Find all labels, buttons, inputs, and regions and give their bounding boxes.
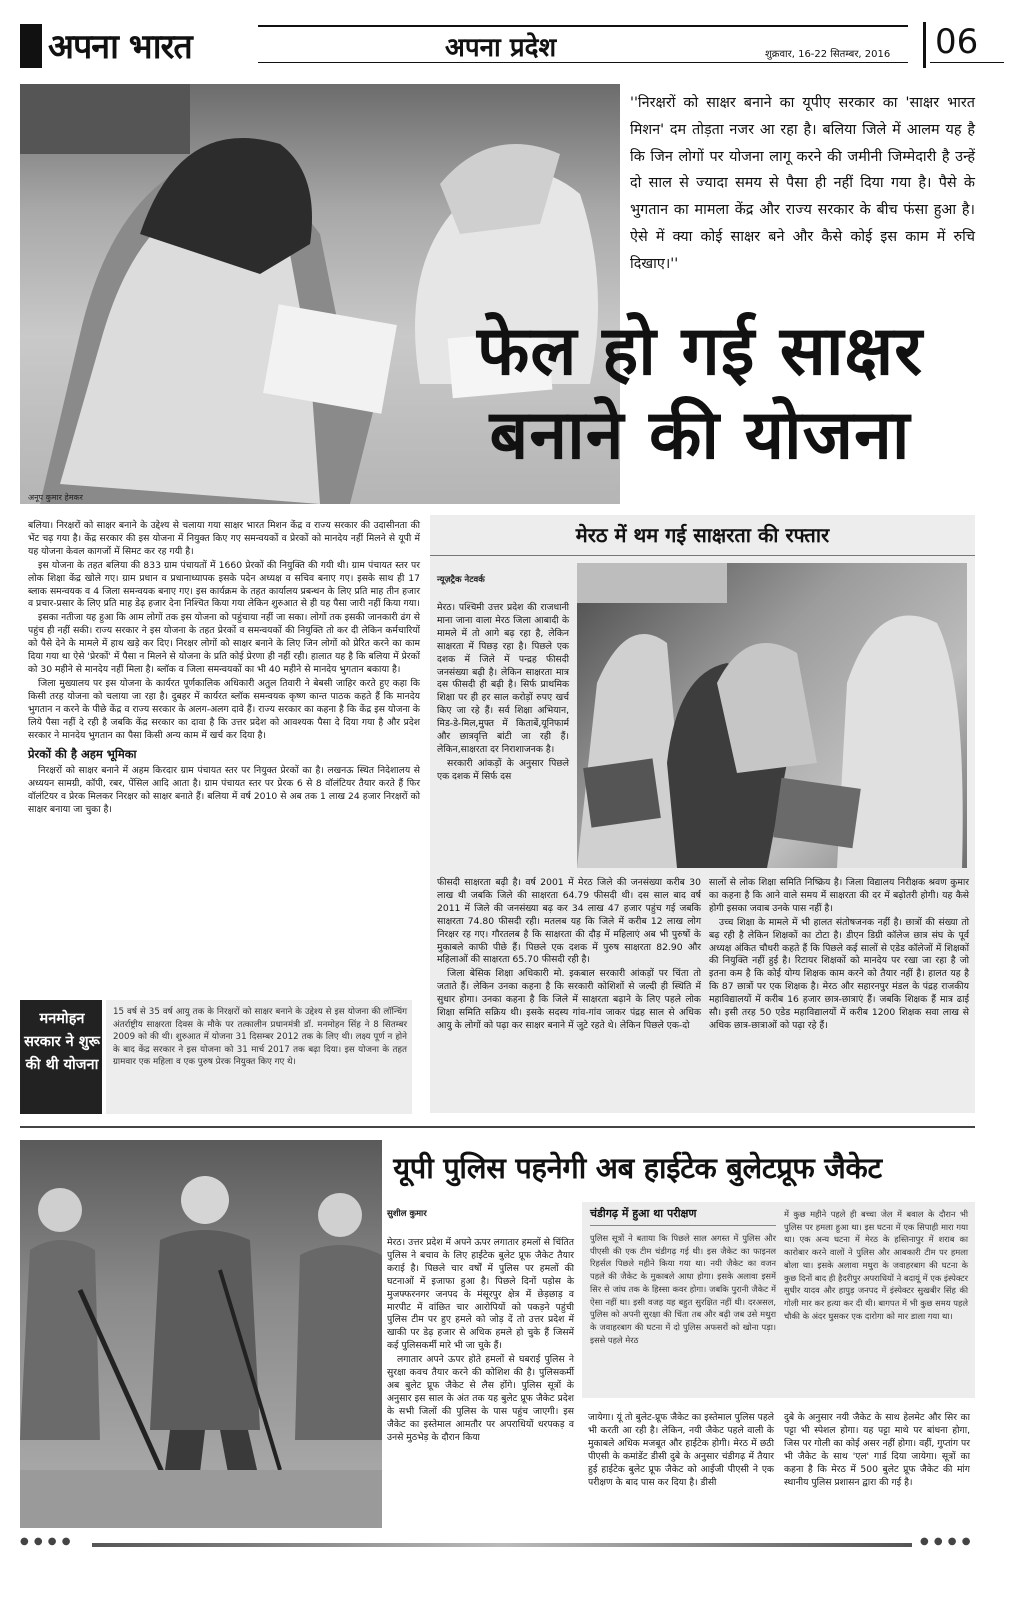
issue-date: शुक्रवार, 16-22 सितम्बर, 2016 bbox=[765, 49, 891, 60]
meerut-col3 bbox=[709, 877, 969, 1034]
headline-line-1: फेल हो गई साक्षर bbox=[476, 312, 924, 391]
masthead-rule bbox=[258, 25, 908, 27]
sidebar-text: 15 वर्ष से 35 वर्ष आयु तक के निरक्षरों को साक्षर बनाने के उद्देश्य से इस योजना की लॉन्चिंग अंतर्राष्ट्रीय साक्षरता दिवस के मौके पर तत्कालीन प्रधानमंत्री डॉ. मनमोहन सिंह ने 8 सितम्बर 2009 को की थी। शुरुआत में योजना 31 दिसम्बर 2012 तक के लिए थी। लक्ष्य पूर्ण न होने के बाद केंद्र सरकार ने इस योजना को 31 मार्च 2017 तक बढ़ा दिया। इस योजना के तहत ग्रामवार एक महिला व एक पुरुष प्रेरक नियुक्त किए गए थे। bbox=[113, 1007, 407, 1068]
meerut-col3b-text: उच्च शिक्षा के मामले में भी हालत संतोषजनक नहीं है। छात्रों की संख्या तो बढ़ रही है लेकिन शिक्षकों का टोटा है। डीएन डिग्री कॉलेज छात्र संघ के पूर्व अध्यक्ष अंकित चौधरी कहते हैं कि पिछले कई सालों से एडेड कॉलेजों में शिक्षकों की नियुक्ति नहीं हुई है। रिटायर शिक्षकों को मानदेय पर रखा जा रहा है जो इतना कम है कि कोई योग्य शिक्षक काम करने को तैयार नहीं है। हालत यह है कि 87 छात्रों पर एक शिक्षक है। मेरठ और सहारनपुर मंडल के पंद्रह राजकीय महाविद्यालयों में करीब 16 हजार छात्र-छात्राएं हैं। जबकि शिक्षक हैं मात्र ढाई सौ। इसी तरह 50 एडेड महाविद्यालयों में करीब 1200 शिक्षक सवा लाख से अधिक छात्र-छात्राओं को पढ़ा रहे हैं। bbox=[709, 916, 969, 1031]
page-number-divider bbox=[923, 22, 926, 68]
left-article bbox=[28, 520, 420, 818]
page-number-rule bbox=[930, 62, 1004, 63]
meerut-photo bbox=[577, 563, 967, 868]
meerut-byline: न्यूज़ट्रैक नेटवर्क bbox=[437, 575, 485, 585]
left-subhead: प्रेरकों की है अहम भूमिका bbox=[28, 747, 137, 762]
meerut-col1b-text: सरकारी आंकड़ों के अनुसार पिछले एक दशक में सिर्फ दस bbox=[437, 757, 569, 782]
headline-line-2: बनाने की योजना bbox=[489, 396, 911, 475]
police-byline: सुशील कुमार bbox=[387, 1209, 427, 1219]
police-col2: जायेगा। यूं तो बुलेट-प्रूफ जैकेट का इस्तेमाल पुलिस पहले भी करती आ रही है। लेकिन, नयी जैकेट पहले वाली के मुकाबले अधिक मजबूत और हाईटेक होगी। मेरठ में छठी पीएसी के कमांडेंट डीसी दुबे के अनुसार चंडीगढ़ में तैयार हुई हाईटेक बुलेट प्रूफ जैकेट को आईजी पीएसी ने एक परीक्षण के बाद पास कर दिया है। डीसी bbox=[588, 1412, 774, 1488]
meerut-col3-text: सालों से लोक शिक्षा समिति निष्क्रिय है। जिला विद्यालय निरीक्षक श्रवण कुमार का कहना है कि आने वाले समय में साक्षरता की दर में बढ़ोतरी होगी। यह कैसे होगी इसका जवाब उनके पास नहीं है। bbox=[709, 877, 969, 914]
left-para-5: निरक्षरों को साक्षर बनाने में अहम किरदार ग्राम पंचायत स्तर पर नियुक्त प्रेरकों का है। लखनऊ स्थित निदेशालय से अध्ययन सामग्री, कॉपी, रबर, पेंसिल आदि आता है। ग्राम पंचायत स्तर पर प्रेरक 6 से 8 वॉलंटियर तैयार करते हैं फिर वॉलंटियर व प्रेरक मिलकर निरक्षर को साक्षर बनाते हैं। बलिया में वर्ष 2010 से अब तक 1 लाख 24 हजार निरक्षरों को साक्षर बनाया जा चुका है। bbox=[28, 765, 420, 816]
police-photo bbox=[20, 1140, 382, 1528]
pull-quote: ''निरक्षरों को साक्षर बनाने का यूपीए सरकार का 'साक्षर भारत मिशन' दम तोड़ता नजर आ रहा है। बलिया जिले में आलम यह है कि जिन लोगों पर योजना लागू करने की जमीनी जिम्मेदारी है उन्हें दो साल से ज्यादा समय से पैसा ही नहीं दिया गया है। पैसे के भुगतान का मामला केंद्र और राज्य सरकार के बीच फंसा हुआ है। ऐसे में क्या कोई साक्षर बने और कैसे कोई इस काम में रुचि दिखाए।'' bbox=[630, 95, 975, 272]
meerut-wide-text: फीसदी साक्षरता बढ़ी है। वर्ष 2001 में मेरठ जिले की जनसंख्या करीब 30 लाख थी जबकि जिले की साक्षरता 64.79 फीसदी थी। दस साल बाद वर्ष 2011 में जिले की जनसंख्या बढ़ कर 34 लाख 47 हजार पहुंच गई जबकि साक्षरता 74.80 फीसदी रही। मतलब यह कि जिले में करीब 12 लाख लोग निरक्षर रह गए। गौरतलब है कि साक्षरता की दौड़ में महिलाएं अब भी पुरुषों के मुकाबले काफी पीछे हैं। पिछले एक दशक में पुरुष साक्षरता 82.90 और महिलाओं की साक्षरता 65.70 फीसदी रही है। bbox=[437, 877, 701, 966]
left-para-1: बलिया। निरक्षरों को साक्षर बनाने के उद्देश्य से चलाया गया साक्षर भारत मिशन केंद्र व राज्य सरकार की उदासीनता की भेंट चढ़ गया है। केंद्र सरकार की इस योजना में नियुक्त किए गए समन्वयकों व प्रेरकों को मानदेय नहीं मिलने से यूपी में यह योजना केवल कागजों में सिमट कर रह गयी है। bbox=[28, 520, 420, 557]
meerut-col1 bbox=[437, 602, 569, 785]
sidebar-box bbox=[20, 1000, 412, 1114]
masthead-rule-bottom bbox=[258, 62, 908, 63]
meerut-col1-text: मेरठ। पश्चिमी उत्तर प्रदेश की राजधानी माना जाना वाला मेरठ जिला आबादी के मामले में तो आगे बढ़ रहा है, लेकिन साक्षरता में पिछड़ रहा है। पिछले एक दशक में जिले में पन्द्रह फीसदी जनसंख्या बढ़ी है। लेकिन साक्षरता मात्र दस फीसदी ही बढ़ी है। सिर्फ प्राथमिक शिक्षा पर ही हर साल करोड़ों रुपए खर्च किए जा रहे हैं। सर्व शिक्षा अभियान, मिड-डे-मिल,मुफ्त में किताबें,यूनिफार्म और छात्रवृत्ति बांटी जा रही हैं। लेकिन,साक्षरता दर निराशाजनक है। bbox=[437, 602, 569, 755]
chandigarh-box-title: चंडीगढ़ में हुआ था परीक्षण bbox=[590, 1207, 697, 1220]
footer-right-dots: ● ● ● ● bbox=[920, 1536, 972, 1547]
footer-left-dots: ● ● ● ● bbox=[20, 1536, 72, 1547]
footer-rule bbox=[20, 1536, 1004, 1550]
meerut-headline: मेरठ में थम गई साक्षरता की रफ्तार bbox=[575, 523, 830, 547]
left-para-4: जिला मुख्यालय पर इस योजना के कार्यरत पूर्णकालिक अधिकारी अतुल तिवारी ने बेबसी जाहिर करते हुए कहा कि किसी तरह योजना को चलाया जा रहा है। दुबहर में कार्यरत ब्लॉक समन्वयक कृष्ण कान्त पाठक कहते हैं कि मानदेय भुगतान न करने के पीछे केंद्र व राज्य सरकार के अलग-अलग दावे हैं। राज्य सरकार का कहना है कि केंद्र इस योजना के लिये पैसा नहीं दे रही है जबकि केंद्र सरकार का दावा है कि उत्तर प्रदेश को आवश्यक पैसा दे दिया गया है और प्रदेश सरकार ने मानदेय भुगतान का पैसा किसी अन्य काम में खर्च कर दिया है। bbox=[28, 677, 420, 741]
masthead bbox=[20, 20, 1004, 72]
police-col1 bbox=[387, 1237, 574, 1446]
police-col1b-text: लगातार अपने ऊपर होते हमलों से घबराई पुलिस ने सुरक्षा कवच तैयार करने की कोशिश की है। पुलिसकर्मी अब बुलेट प्रूफ जैकेट से लैस होंगे। पुलिस सूत्रों के अनुसार इस साल के अंत तक यह बुलेट प्रूफ जैकेट प्रदेश के सभी जिलों की पुलिस के पास पहुंच जाएगी। इस जैकेट का इस्तेमाल आमतौर पर अपराधियों धरपकड़ व उनसे मुठभेड़ के दौरान किया bbox=[387, 1354, 574, 1443]
chandigarh-box-title-rule bbox=[590, 1225, 776, 1226]
police-col1-text: मेरठ। उत्तर प्रदेश में अपने ऊपर लगातार हमलों से चिंतित पुलिस ने बचाव के लिए हाईटेक बुलेट प्रूफ जैकेट तैयार कराई है। पिछले चार वर्षों में पुलिस पर हमलों की घटनाओं में इजाफा हुआ है। पिछले दिनों पड़ोस के मुजफ्फरनगर जनपद के मंसूरपुर क्षेत्र में छेड़छाड़ व मारपीट में वांछित चार आरोपियों को पकड़ने पहुंची पुलिस टीम पर हुए हमले को जोड़ दें तो उत्तर प्रदेश में खाकी पर डेढ़ हजार से अधिक हमले हो चुके हैं जिसमें कई पुलिसकर्मी मारे भी जा चुके हैं। bbox=[387, 1237, 574, 1352]
meerut-wide bbox=[437, 877, 701, 1034]
meerut-headline-rule bbox=[430, 555, 975, 556]
chandigarh-col1: पुलिस सूत्रों ने बताया कि पिछले साल अगस्त में पुलिस और पीएसी की एक टीम चंडीगढ़ गई थी। इस जैकेट का फाइनल रिहर्सल पिछले महीने किया गया था। नयी जैकेट का वजन पहले की जैकेट के मुकाबले आधा होगा। इसके अलावा इसमें सिर से जांघ तक के हिस्सा कवर होगा। जबकि पुरानी जैकेट में ऐसा नहीं था। इसी वजह यह बहुत सुरक्षित नहीं थी। दरअसल, पुलिस को अपनी सुरक्षा की चिंता तब और बढ़ी जब उसे मथुरा के जवाहरबाग की घटना में दो पुलिस अफसरों को खोना पड़ा। इससे पहले मेरठ bbox=[590, 1233, 776, 1345]
masthead-left-bar bbox=[20, 24, 42, 68]
page-number: 06 bbox=[935, 22, 979, 62]
section-divider bbox=[20, 1126, 975, 1128]
meerut-wide2-text: जिला बेसिक शिक्षा अधिकारी मो. इकबाल सरकारी आंकड़ों पर चिंता तो जताते हैं। लेकिन उनका कहना है कि सरकारी कोशिशों से जल्दी ही स्थिति में सुधार होगा। उनका कहना है कि जिले में साक्षरता बढ़ाने के लिए पहले लोक शिक्षा समिति सक्रिय थी। इसके सदस्य गांव-गांव जाकर पंद्रह साल से अधिक आयु के लोगों को पढ़ा कर साक्षर बनाने में जुटे रहते थे। लेकिन पिछले एक-दो bbox=[437, 968, 701, 1031]
meerut-photo-figures bbox=[577, 563, 967, 868]
chandigarh-col2: में कुछ महीने पहले ही बच्चा जेल में बवाल के दौरान भी पुलिस पर हमला हुआ था। इस घटना में एक सिपाही मारा गया था। एक अन्य घटना में मेरठ के हस्तिनापुर में शराब का कारोबार करने वालों ने पुलिस और आबकारी टीम पर हमला बोला था। इसके अलावा मथुरा के जवाहरबाग की घटना के कुछ दिनों बाद ही हैदरीपुर अपराधियों ने बदायूं में एक इंस्पेक्टर सुधीर यादव और हापुड़ जनपद में इंस्पेक्टर सुखबीर सिंह की गोली मार कर हत्या कर दी थी। बागपत में भी कुछ समय पहले चौकी के अंदर घुसकर एक दारोगा को मार डाला गया था। bbox=[784, 1209, 968, 1321]
left-para-3: इसका नतीजा यह हुआ कि आम लोगों तक इस योजना को पहुंचाया नहीं जा सका। लोगों तक इसकी जानकारी ढंग से पहुंच ही नहीं सकी। राज्य सरकार ने इस योजना के तहत प्रेरकों व समन्वयकों की नियुक्ति तो कर दी लेकिन कर्मचारियों को पैसे देने के मामले में हाथ खड़े कर दिए। निरक्षर लोगों को साक्षर बनाने के लिए जिन लोगों को प्रेरित करने का काम दिया गया था ऐसे 'प्रेरकों' में पैसा न मिलने से योजना के प्रति कोई प्रेरणा ही नहीं रही। हालात यह है कि बलिया में प्रेरकों को 30 महीने से मानदेय नहीं मिला है। ब्लॉक व जिला समन्वयकों का भी 40 महीने से मानदेय भुगतान बकाया है। bbox=[28, 612, 420, 675]
police-headline: यूपी पुलिस पहनेगी अब हाईटेक बुलेटप्रूफ जैकेट bbox=[393, 1151, 882, 1185]
left-para-2: इस योजना के तहत बलिया की 833 ग्राम पंचायतों में 1660 प्रेरकों की नियुक्ति की गयी थी। ग्राम पंचायत स्तर पर लोक शिक्षा केंद्र खोले गए। ग्राम प्रधान व प्रधानाध्यापक इसके पदेन अध्यक्ष व सचिव बनाए गए। इसके साथ ही 17 ब्लाक समन्वयक व 4 जिला समन्वयक बनाए गए। इस कार्यक्रम के तहत कार्यालय प्रबन्धन के लिए प्रति माह तीन हजार व प्रचार-प्रसार के लिए प्रति माह डेढ़ हजार देना निश्चित किया गया लेकिन शुरुआत से ही यह पैसा जारी नहीं किया गया। bbox=[28, 559, 420, 610]
police-silhouettes bbox=[20, 1140, 382, 1528]
main-headline bbox=[400, 310, 1000, 478]
footer-line bbox=[92, 1543, 912, 1547]
photo-credit: अनूप कुमार हेमकर bbox=[28, 493, 83, 502]
paper-name: अपना भारत bbox=[48, 27, 192, 67]
sidebar-label: मनमोहन सरकार ने शुरू की थी योजना bbox=[24, 1011, 100, 1073]
section-name: अपना प्रदेश bbox=[445, 33, 557, 63]
police-col3: दुबे के अनुसार नयी जैकेट के साथ हेलमेट और सिर का पट्टा भी स्पेशल होगा। यह पट्टा माथे पर बांधना होगा, जिस पर गोली का कोई असर नहीं होगा। वहीं, गुप्तांग पर भी जैकेट के साथ 'एल' गार्ड दिया जायेगा। सूत्रों का कहना है कि मेरठ में 500 बुलेट प्रूफ जैकेट की मांग स्थानीय पुलिस प्रशासन द्वारा की गई है। bbox=[784, 1412, 970, 1488]
